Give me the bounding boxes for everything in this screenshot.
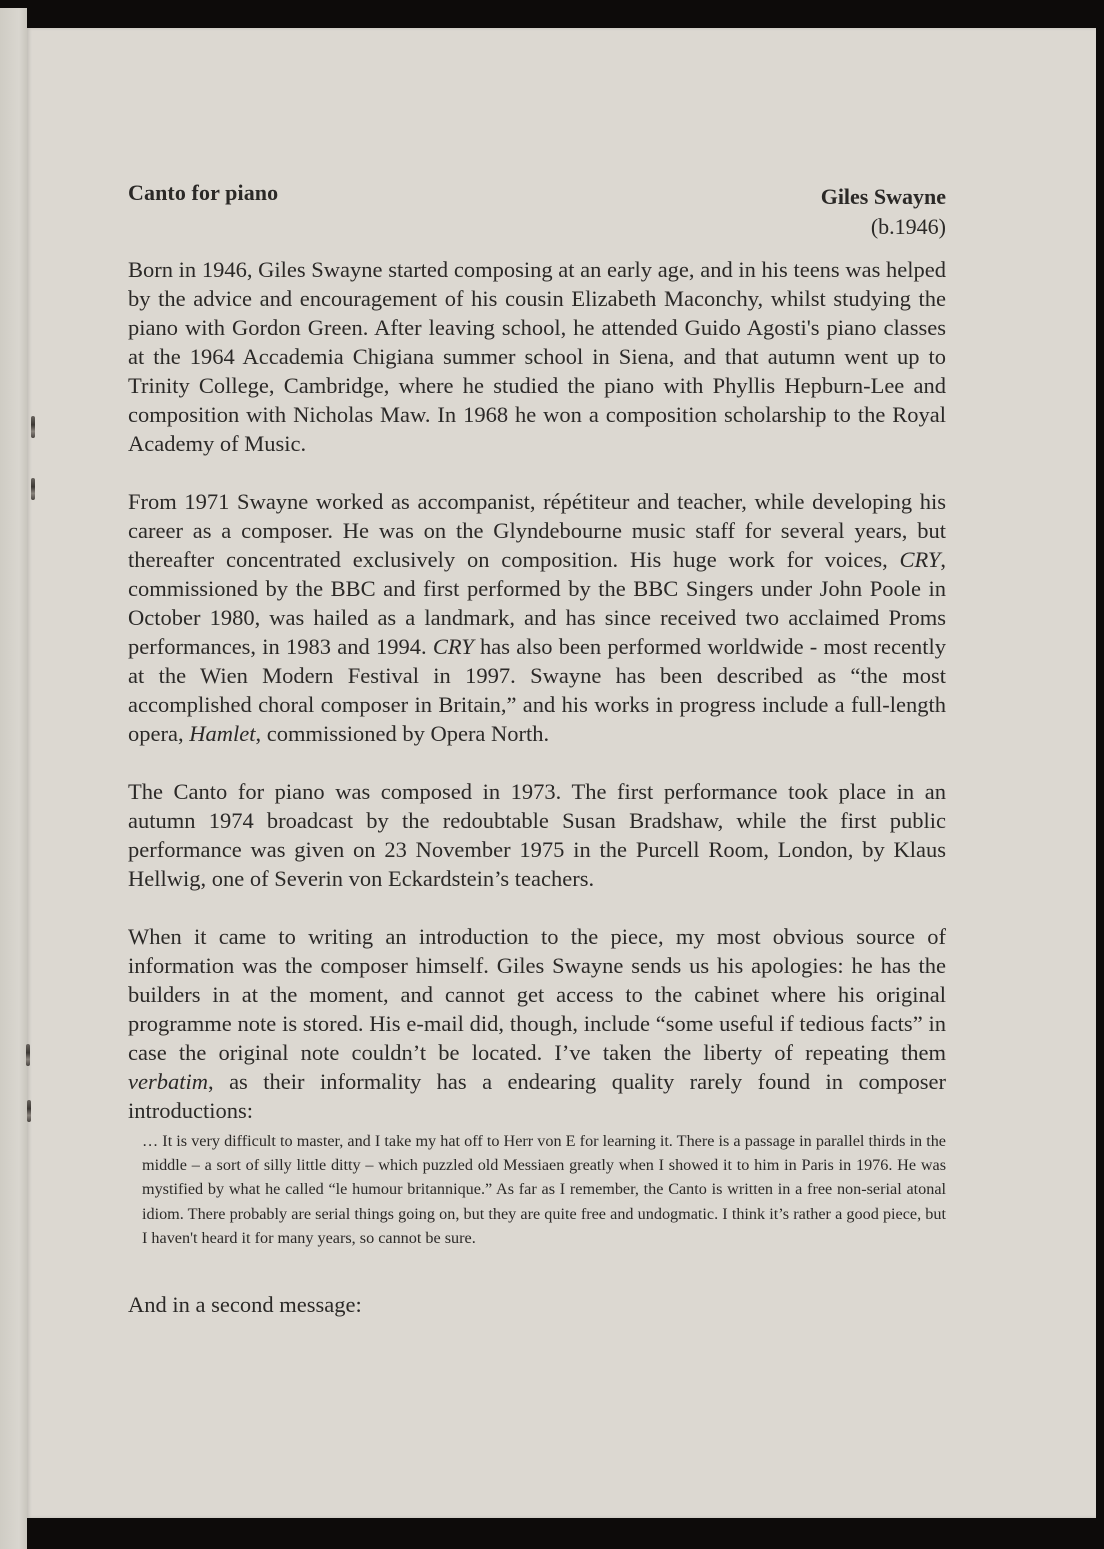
staple-mark [27,1100,31,1122]
text-run: When it came to writing an introduction to the piece, my most obvious source of information was the composer himself. Giles Swayne sends us his apologies: he has the builders in at the moment, and cannot get access to the cabinet where his original programme note is stored. His e-mail did, though, include “some useful if tedious facts” in case the original note couldn’t be located. I’ve taken the liberty of repeating them [128,924,946,1065]
text-run: has also been performed worldwide - most recently at the Wien Modern Festival in 1997. Swayne has been described as “the most accomplished choral composer in Britain,” and his works in progress include a full-length opera, [128,634,946,746]
staple-mark [31,416,35,438]
composer-dates: (b.1946) [870,214,946,239]
work-title-cry: CRY [432,634,474,659]
staple-mark [31,478,35,500]
paragraph-biography-career [128,487,946,748]
text-run: , commissioned by Opera North. [255,721,550,746]
text-run: From 1971 Swayne worked as accompanist, répétiteur and teacher, while developing his career as a composer. He was on the Glyndebourne music staff for several years, but thereafter concentrated exclusively on composition. His huge work for voices, [128,489,946,572]
booklet-spine [0,8,27,1549]
composer-block [821,184,946,240]
composer-quote: … It is very difficult to master, and I take my hat off to Herr von E for learning it. There is a passage in parallel thirds in the middle – a sort of silly little ditty – which puzzled old Messiaen greatly when I showed it to him in Paris in 1976. He was mystified by what he called “le humour britannique.” As far as I remember, the Canto is written in a free non-serial atonal idiom. There probably are serial things going on, but they are quite free and undogmatic. I think it’s rather a good piece, but I haven't heard it for many years, so cannot be sure. [142,1132,946,1247]
paragraph-performance-history: The Canto for piano was composed in 1973. The first performance took place in an autumn 1974 broadcast by the redoubtable Susan Bradshaw, while the first public performance was given on 23 November 1975 in the Purcell Room, London, by Klaus Hellwig, one of Severin von Eckardstein’s teachers. [128,779,946,891]
piece-title: Canto for piano [128,180,279,205]
work-title-hamlet: Hamlet [189,721,256,746]
work-title-cry: CRY [899,547,941,572]
document-header [128,180,946,255]
closing-line: And in a second message: [128,1292,362,1318]
text-run: , commissioned by the BBC and first performed by the BBC Singers under John Poole in October 1980, was hailed as a landmark, and has since received two acclaimed Proms performances, in 1983 and 1994. [128,547,946,659]
document-content [128,180,946,1318]
paragraph-biography-early: Born in 1946, Giles Swayne started composing at an early age, and in his teens was helped by the advice and encouragement of his cousin Elizabeth Maconchy, whilst studying the piano with Gordon Green. After leaving school, he attended Guido Agosti's piano classes at the 1964 Accademia Chigiana summer school in Siena, and that autumn went up to Trinity College, Cambridge, where he studied the piano with Phyllis Hepburn-Lee and composition with Nicholas Maw. In 1968 he won a composition scholarship to the Royal Academy of Music. [128,257,946,456]
staple-mark [26,1044,30,1066]
composer-name: Giles Swayne [820,184,946,209]
paragraph-introduction-source [128,922,946,1125]
text-run: , as their informality has a endearing quality rarely found in composer introductions: [128,1069,946,1123]
emphasis-verbatim: verbatim [128,1069,208,1094]
